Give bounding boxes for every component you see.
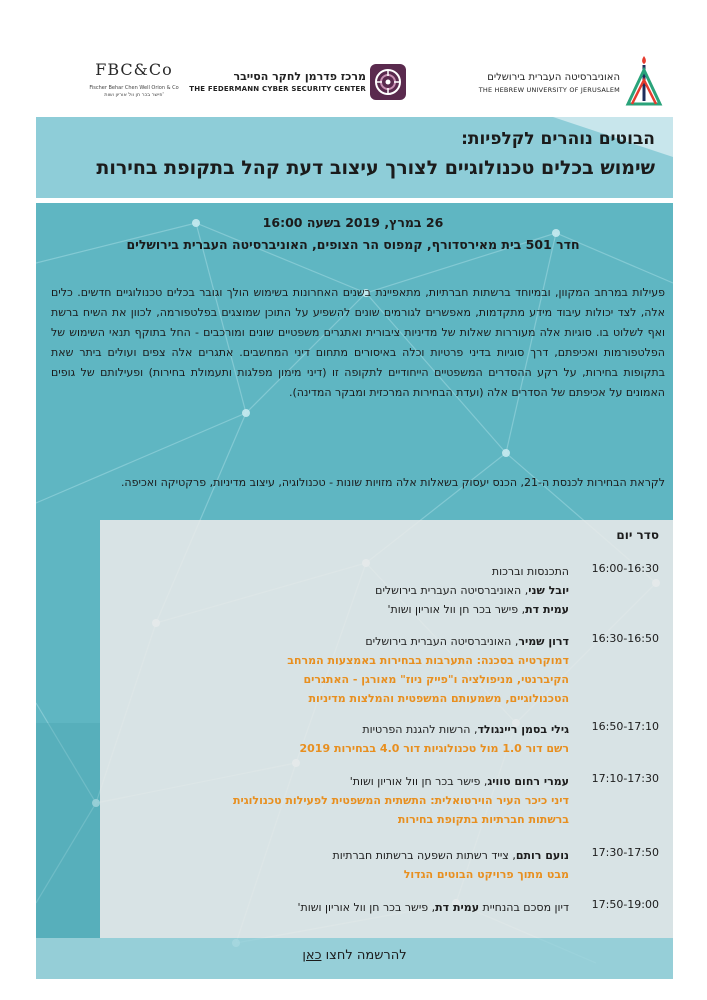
- federmann-name-en: THE FEDERMANN CYBER SECURITY CENTER: [189, 85, 366, 93]
- talk-title-line: ברשתות חברתיות בתקופת בחירות: [397, 813, 569, 826]
- federmann-name-he: מרכז פדרמן לחקר הסייבר: [233, 70, 366, 83]
- registration-text: להרשמה לחצו: [321, 948, 407, 963]
- speaker-affiliation: , הרשות להגנת הפרטיות: [362, 723, 478, 736]
- fbc-logo-name: FBC&Co: [95, 60, 173, 79]
- agenda-heading: סדר יום: [616, 528, 659, 542]
- fbc-logo-sub-en: Fischer Behar Chen Well Orion & Co: [89, 85, 179, 91]
- agenda-line: התכנסות וברכות: [491, 565, 569, 578]
- huji-emblem-icon: [624, 56, 664, 106]
- agenda-description: [129, 898, 569, 917]
- huji-name-he: האוניברסיטה העברית בירושלים: [487, 72, 620, 83]
- talk-title-line: מבט מתוך פרויקט הבוטים הגדול: [403, 868, 569, 881]
- page-title-line-1: הבוטים נוהרים לקלפיות:: [461, 129, 655, 149]
- agenda-speaker-line: [129, 581, 569, 600]
- speaker-name: גילי בסמן ריינגולד: [477, 723, 569, 736]
- speaker-affiliation: , פישר בכר חן וול אוריון ושות': [349, 775, 488, 788]
- agenda-time: 16:00-16:30: [591, 562, 659, 575]
- talk-title-line: דיני כיכר העיר הוירטואלית: התשתית המשפטית לפעילות טכנולוגית: [232, 794, 569, 807]
- speaker-affiliation: , פישר בכר חן וול אוריון ושות': [387, 603, 526, 616]
- agenda-description: [129, 720, 569, 758]
- talk-title-line: הטכנולוגיים, משמעותם המשפטית והמלצות מדיניות: [308, 692, 569, 705]
- speaker-affiliation: , צייד רשתות השפעה ברשתות חברתיות: [332, 849, 516, 862]
- agenda-time: 17:30-17:50: [591, 846, 659, 859]
- registration-link[interactable]: כאן: [302, 948, 322, 963]
- talk-title-line: דמוקרטיה בסכנה: התערבות בבחירות באמצעות המרחב: [287, 654, 569, 667]
- title-bar: [36, 117, 673, 198]
- agenda-panel: [100, 520, 673, 938]
- agenda-time: 16:30-16:50: [591, 632, 659, 645]
- talk-title-line: רשם דור 1.0 מול טכנולוגיות דור 4.0 בבחירות 2019: [299, 742, 569, 755]
- speaker-affiliation: , פישר בכר חן וול אוריון ושות': [297, 901, 436, 914]
- federmann-emblem-icon: [368, 62, 408, 102]
- agenda-speaker-line: [129, 632, 569, 651]
- description-paragraph-2: לקראת הבחירות לכנסת ה-21, הכנס יעסוק בשאלות אלה מזויות שונות - טכנולוגיה, עיצוב מדיניות, פרקטיקה ואכיפה.: [120, 476, 665, 489]
- agenda-description: [129, 846, 569, 884]
- fbc-logo-sub-he: פישר בכר חן וול אוריון ושות': [104, 92, 164, 98]
- speaker-name: נועם רותם: [515, 849, 569, 862]
- header: [0, 40, 707, 110]
- agenda-speaker-line: [129, 720, 569, 739]
- event-location: חדר 501 בית מאירסדורף, קמפוס הר הצופים, האוניברסיטה העברית בירושלים: [126, 237, 580, 252]
- speaker-name: עמית דת: [525, 603, 569, 616]
- agenda-line-prefix: דיון מסכם בהנחיית: [479, 901, 569, 914]
- agenda-speaker-line: [129, 846, 569, 865]
- speaker-name: עמרי רחום טוויג: [487, 775, 569, 788]
- agenda-speaker-line: [129, 772, 569, 791]
- agenda-description: [129, 632, 569, 708]
- registration-cta: [36, 948, 673, 963]
- agenda-time: 16:50-17:10: [591, 720, 659, 733]
- talk-title-line: הקיברנטי, מניפולציה ו"פייק ניוז" מאורגן - האתגרים: [303, 673, 569, 686]
- speaker-affiliation: , האוניברסיטה העברית בירושלים: [365, 635, 519, 648]
- agenda-speaker-line: [129, 898, 569, 917]
- agenda-time: 17:50-19:00: [591, 898, 659, 911]
- huji-name-en: THE HEBREW UNIVERSITY OF JERUSALEM: [478, 86, 620, 94]
- speaker-name: דרון שמיר: [518, 635, 569, 648]
- event-date: 26 במרץ, 2019 בשעה 16:00: [262, 215, 444, 230]
- page-title-line-2: שימוש בכלים טכנולוגיים לצורך עיצוב דעת קהל בתקופת בחירות: [96, 157, 655, 179]
- agenda-description: [129, 562, 569, 619]
- agenda-description: [129, 772, 569, 829]
- description-paragraph-1: פעילות במרחב המקוון, ובמיוחד ברשתות חברתיות, מתאפיינת בשנים האחרונות בשימוש הולך וגובר בכלים טכנולוגיים חדשים. כלים אלה, לצד יכולות עיבוד מידע מתקדמות, מאפשרים לגורמים שונים להשפיע על התוכן שמוצגים בפלטפורמה, לכוון את השיח ברשת ואף לשלוט בו. סוגיות אלה מעוררות שאלות של מדיניות ציבורית ואתגרים משפטיים שונים ומורכבים - החל בתוקף תנאי השימוש של הפלטפורמות ואכיפתם, דרך סוגיות בדיני פרטיות וכלה באיסורים מתחום דיני המחשבים. אתגרים אלה צפים ועולים ביתר שאת בתקופות בחירות, על רקע ההסדרים המשפטיים הייחודיים לתקופה זו (דיני מימון מפלגות ותעמולת בחירות) ופעילותם של גופים האמונים על אכיפתם של הסדרים אלה (ועדת הבחירות המרכזית ומבקר המדינה).: [51, 286, 665, 399]
- speaker-affiliation: , האוניברסיטה העברית בירושלים: [375, 584, 529, 597]
- speaker-name: עמית דת: [435, 901, 480, 914]
- agenda-speaker-line: [129, 600, 569, 619]
- speaker-name: יובל שני: [528, 584, 569, 597]
- agenda-time: 17:10-17:30: [591, 772, 659, 785]
